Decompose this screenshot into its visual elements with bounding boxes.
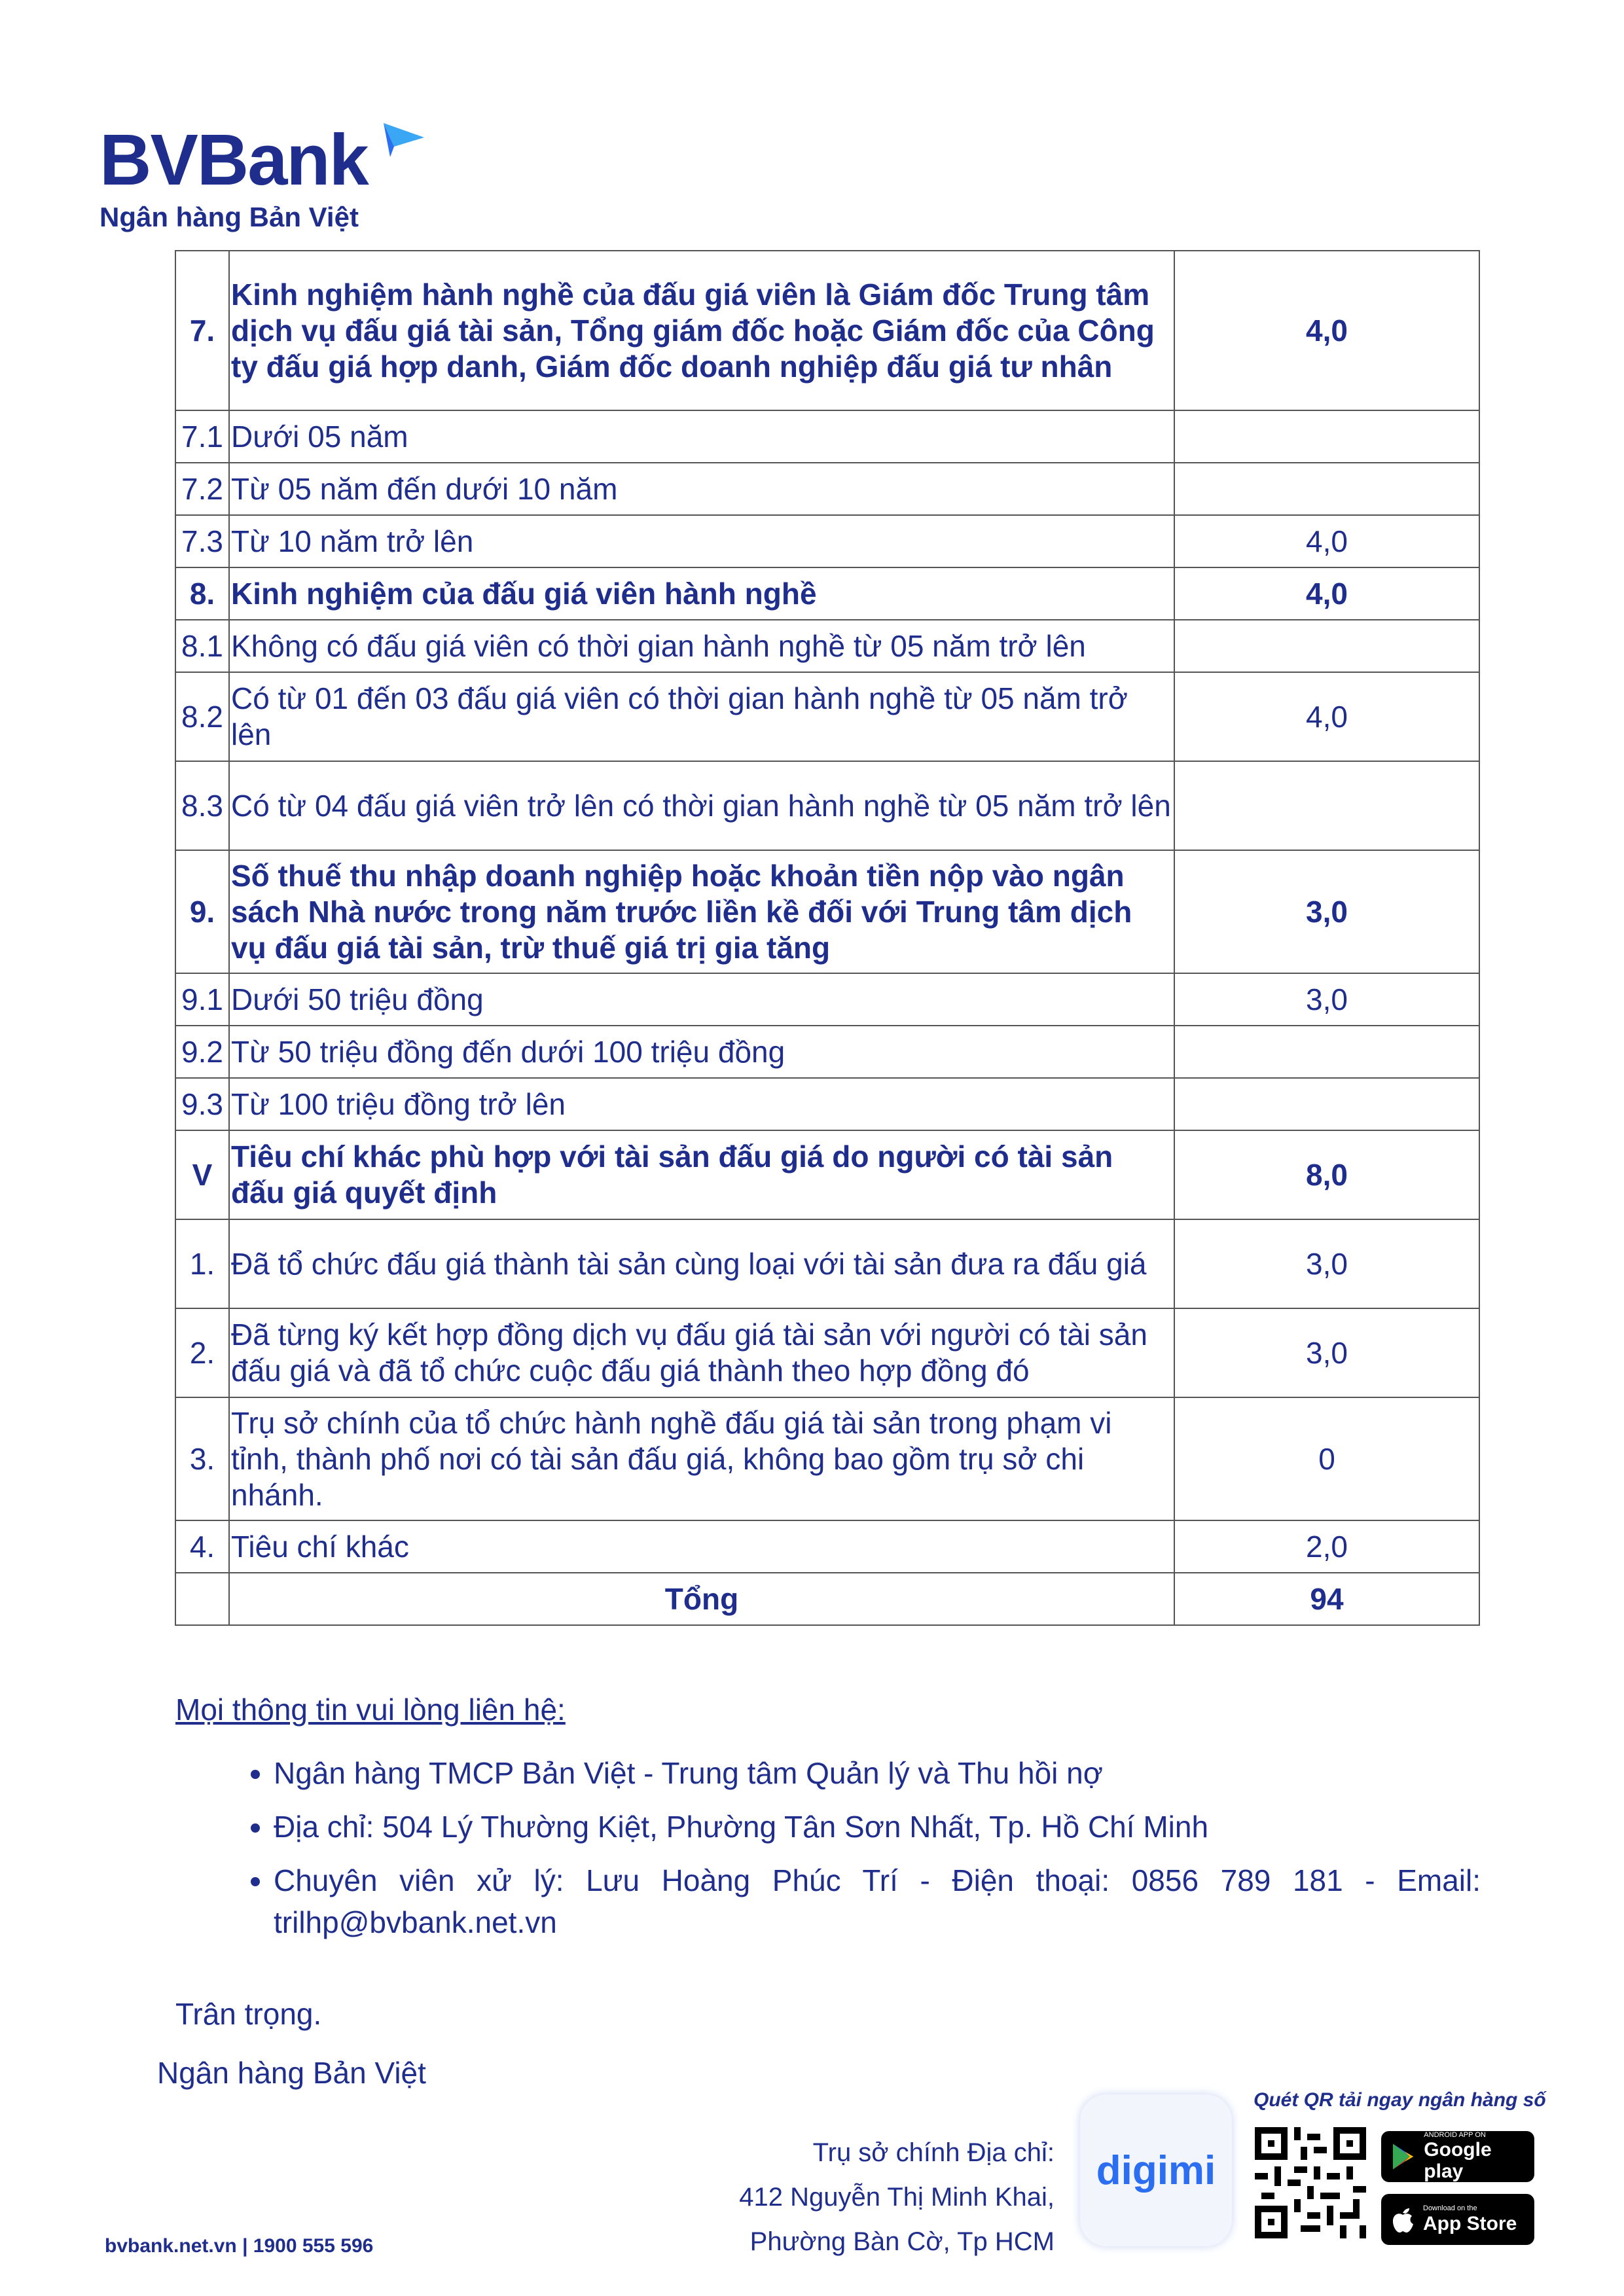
row-score: 4,0 (1174, 251, 1479, 410)
footer-divider: | (242, 2235, 253, 2257)
row-score (1174, 1026, 1479, 1078)
row-criterion: Dưới 50 triệu đồng (229, 973, 1174, 1026)
table-row (175, 973, 1479, 1026)
row-number: 8.1 (175, 620, 229, 672)
row-criterion: Có từ 04 đấu giá viên trở lên có thời gian hành nghề từ 05 năm trở lên (229, 761, 1174, 850)
row-criterion: Tiêu chí khác phù hợp với tài sản đấu giá do người có tài sản đấu giá quyết định (229, 1130, 1174, 1219)
table-row (175, 620, 1479, 672)
table-row (175, 850, 1479, 973)
hq-line-2: Phường Bàn Cờ, Tp HCM (749, 2227, 1055, 2256)
row-criterion: Số thuế thu nhập doanh nghiệp hoặc khoản tiền nộp vào ngân sách Nhà nước trong năm trước liền kề đối với Trung tâm dịch vụ đấu giá tài sản, trừ thuế giá trị gia tăng (229, 850, 1174, 973)
row-score (1174, 620, 1479, 672)
logo-wordmark: BVBank (99, 120, 368, 200)
hq-line-1: 412 Nguyễn Thị Minh Khai, (739, 2183, 1055, 2212)
qr-code-icon[interactable] (1255, 2127, 1366, 2238)
footer-contact (105, 2235, 373, 2257)
row-number: 9.1 (175, 973, 229, 1026)
row-number: 8. (175, 567, 229, 620)
row-number: 3. (175, 1397, 229, 1520)
row-number: 2. (175, 1308, 229, 1397)
row-score (1174, 761, 1479, 850)
row-score: 3,0 (1174, 850, 1479, 973)
app-store-label: App Store (1423, 2212, 1517, 2234)
row-number: 1. (175, 1219, 229, 1308)
contact-list (175, 1752, 1481, 1943)
row-criterion: Đã từng ký kết hợp đồng dịch vụ đấu giá tài sản với người có tài sản đấu giá và đã tổ chức cuộc đấu giá thành theo hợp đồng đó (229, 1308, 1174, 1397)
table-row (175, 251, 1479, 410)
row-score (1174, 463, 1479, 515)
contact-item-officer: • Chuyên viên xử lý: Lưu Hoàng Phúc Trí - Điện thoại: 0856 789 181 - Email: trilhp@bvbank.net.vn (274, 1859, 1481, 1943)
row-score (1174, 410, 1479, 463)
digimi-app-label: digimi (1096, 2147, 1216, 2193)
total-number (175, 1573, 229, 1625)
row-score: 3,0 (1174, 1308, 1479, 1397)
row-criterion: Đã tổ chức đấu giá thành tài sản cùng loại với tài sản đưa ra đấu giá (229, 1219, 1174, 1308)
google-play-label: Google play (1424, 2139, 1492, 2183)
logo-tagline: Ngân hàng Bản Việt (99, 202, 359, 232)
total-row (175, 1573, 1479, 1625)
contact-section (175, 1692, 1481, 1955)
logo-flag-icon (381, 120, 427, 160)
row-score: 3,0 (1174, 1219, 1479, 1308)
digimi-app-icon[interactable] (1080, 2094, 1232, 2246)
headquarters-address (739, 2130, 1055, 2264)
table-row (175, 567, 1479, 620)
table-row (175, 1397, 1479, 1520)
row-criterion: Kinh nghiệm hành nghề của đấu giá viên là Giám đốc Trung tâm dịch vụ đấu giá tài sản, Tổng giám đốc hoặc Giám đốc của Công ty đấu giá hợp danh, Giám đốc doanh nghiệp đấu giá tư nhân (229, 251, 1174, 410)
footer-hotline: 1900 555 596 (253, 2235, 374, 2257)
criteria-table (175, 250, 1480, 1626)
table-row (175, 1219, 1479, 1308)
hq-title: Trụ sở chính Địa chỉ: (812, 2138, 1055, 2167)
row-criterion: Trụ sở chính của tổ chức hành nghề đấu giá tài sản trong phạm vi tỉnh, thành phố nơi có tài sản đấu giá, không bao gồm trụ sở chi nhánh. (229, 1397, 1174, 1520)
row-number: 9.2 (175, 1026, 229, 1078)
bank-logo (99, 120, 368, 233)
table-row (175, 1130, 1479, 1219)
row-criterion: Từ 100 triệu đồng trở lên (229, 1078, 1174, 1130)
row-criterion: Có từ 01 đến 03 đấu giá viên có thời gian hành nghề từ 05 năm trở lên (229, 672, 1174, 761)
contact-item-address: • Địa chỉ: 504 Lý Thường Kiệt, Phường Tân Sơn Nhất, Tp. Hồ Chí Minh (274, 1806, 1481, 1848)
row-criterion: Từ 50 triệu đồng đến dưới 100 triệu đồng (229, 1026, 1174, 1078)
table-row (175, 761, 1479, 850)
row-criterion: Không có đấu giá viên có thời gian hành nghề từ 05 năm trở lên (229, 620, 1174, 672)
table-row (175, 410, 1479, 463)
google-play-badge[interactable] (1381, 2131, 1534, 2182)
footer-website-link[interactable]: bvbank.net.vn (105, 2235, 237, 2257)
row-number: 9.3 (175, 1078, 229, 1130)
row-number: 9. (175, 850, 229, 973)
contact-title: Mọi thông tin vui lòng liên hệ: (175, 1693, 566, 1727)
row-criterion: Từ 05 năm đến dưới 10 năm (229, 463, 1174, 515)
table-row (175, 672, 1479, 761)
row-score: 0 (1174, 1397, 1479, 1520)
row-score: 4,0 (1174, 672, 1479, 761)
row-criterion: Từ 10 năm trở lên (229, 515, 1174, 567)
total-score: 94 (1174, 1573, 1479, 1625)
table-row (175, 1026, 1479, 1078)
google-play-small-text: ANDROID APP ON (1424, 2130, 1486, 2139)
row-score (1174, 1078, 1479, 1130)
closing-signature: Ngân hàng Bản Việt (157, 2056, 426, 2090)
row-number: 4. (175, 1520, 229, 1573)
row-number: 7.1 (175, 410, 229, 463)
total-label: Tổng (229, 1573, 1174, 1625)
row-criterion: Tiêu chí khác (229, 1520, 1174, 1573)
app-store-small-text: Download on the (1423, 2204, 1477, 2213)
row-number: 8.2 (175, 672, 229, 761)
row-criterion: Dưới 05 năm (229, 410, 1174, 463)
row-criterion: Kinh nghiệm của đấu giá viên hành nghề (229, 567, 1174, 620)
row-number: 7.3 (175, 515, 229, 567)
closing-regards: Trân trọng. (175, 1997, 322, 2031)
qr-caption: Quét QR tải ngay ngân hàng số (1254, 2089, 1546, 2111)
contact-item-bank: • Ngân hàng TMCP Bản Việt - Trung tâm Quản lý và Thu hồi nợ (274, 1752, 1481, 1794)
table-row (175, 1078, 1479, 1130)
table-row (175, 1308, 1479, 1397)
google-play-icon (1390, 2142, 1416, 2171)
row-number: 7. (175, 251, 229, 410)
row-number: V (175, 1130, 229, 1219)
table-row (175, 1520, 1479, 1573)
table-row (175, 515, 1479, 567)
row-number: 8.3 (175, 761, 229, 850)
row-score: 2,0 (1174, 1520, 1479, 1573)
apple-icon (1390, 2205, 1415, 2234)
row-score: 4,0 (1174, 567, 1479, 620)
row-score: 4,0 (1174, 515, 1479, 567)
table-row (175, 463, 1479, 515)
row-number: 7.2 (175, 463, 229, 515)
row-score: 8,0 (1174, 1130, 1479, 1219)
row-score: 3,0 (1174, 973, 1479, 1026)
app-store-badge[interactable] (1381, 2194, 1534, 2245)
